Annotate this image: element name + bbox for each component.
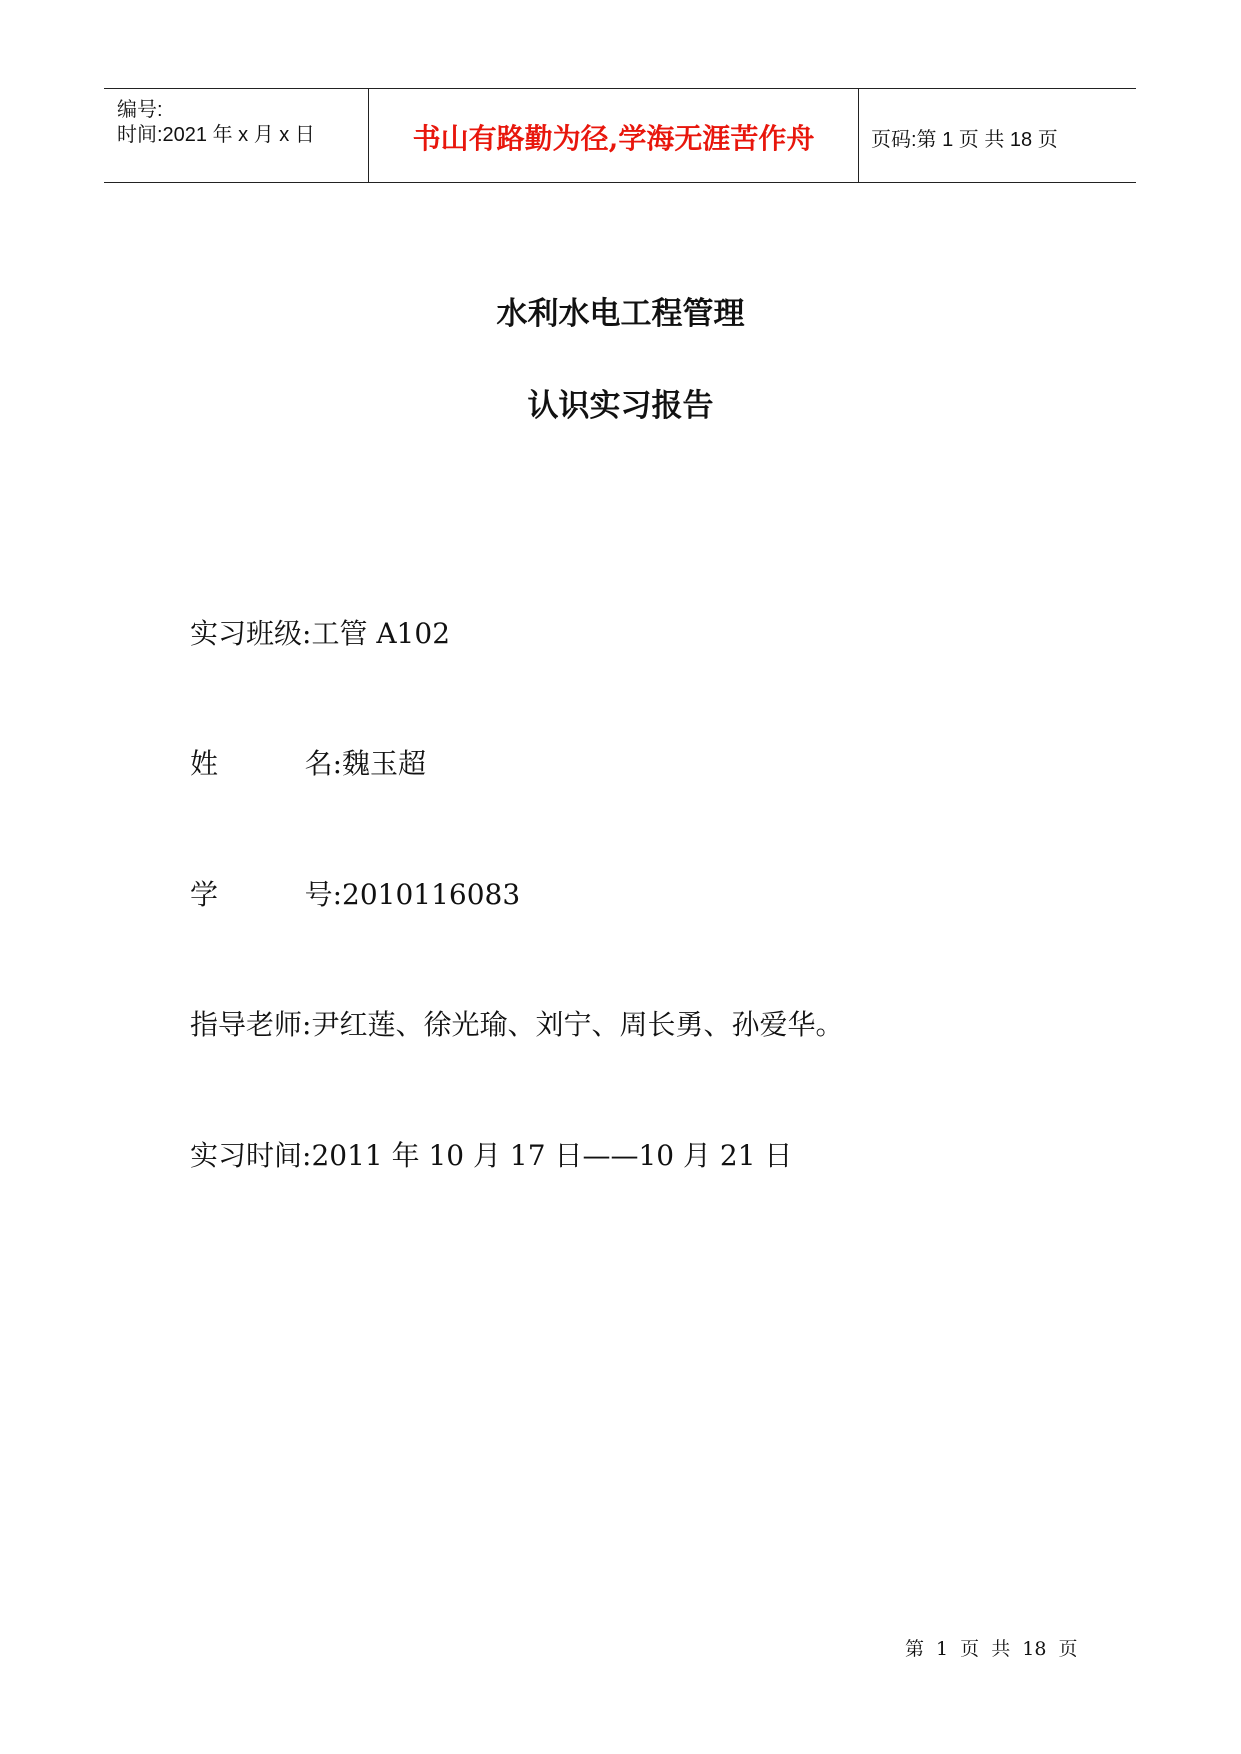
header-motto: 书山有路勤为径,学海无涯苦作舟 xyxy=(412,122,815,155)
field-period xyxy=(190,1134,792,1174)
field-teachers xyxy=(190,1003,843,1043)
report-title-line2: 认识实习报告 xyxy=(527,388,714,424)
field-id-label-a: 学 xyxy=(190,878,219,911)
header-meta-cell xyxy=(104,89,369,182)
page-footer: 第 1 页 共 18 页 xyxy=(905,1638,1078,1660)
field-student-id xyxy=(190,873,520,913)
field-id-value: 2010116083 xyxy=(342,878,521,911)
document-header xyxy=(104,88,1136,183)
field-class-value: 工管 A102 xyxy=(311,617,451,650)
field-id-label xyxy=(190,873,342,913)
header-motto-cell xyxy=(369,89,859,182)
report-title-line1: 水利水电工程管理 xyxy=(496,296,745,332)
field-name-label-b: 名: xyxy=(304,747,342,780)
field-teacher-value: 尹红莲、徐光瑜、刘宁、周长勇、孙爱华。 xyxy=(311,1008,844,1041)
document-time-label: 时间:2021 年 x 月 x 日 xyxy=(117,124,315,146)
field-class-label: 实习班级: xyxy=(190,617,312,650)
field-id-label-b: 号: xyxy=(304,878,342,911)
field-period-value: 2011 年 10 月 17 日——10 月 21 日 xyxy=(311,1139,793,1172)
header-page-code: 页码:第 1 页 共 18 页 xyxy=(871,129,1058,151)
field-name-value: 魏玉超 xyxy=(342,747,427,780)
field-teacher-label: 指导老师: xyxy=(190,1008,312,1041)
field-name-label xyxy=(190,742,342,782)
document-number-label: 编号: xyxy=(117,99,163,121)
field-period-label: 实习时间: xyxy=(190,1139,312,1172)
field-name-label-a: 姓 xyxy=(190,747,219,780)
field-class xyxy=(190,612,450,652)
field-name xyxy=(190,742,426,782)
header-page-cell xyxy=(859,89,1136,182)
